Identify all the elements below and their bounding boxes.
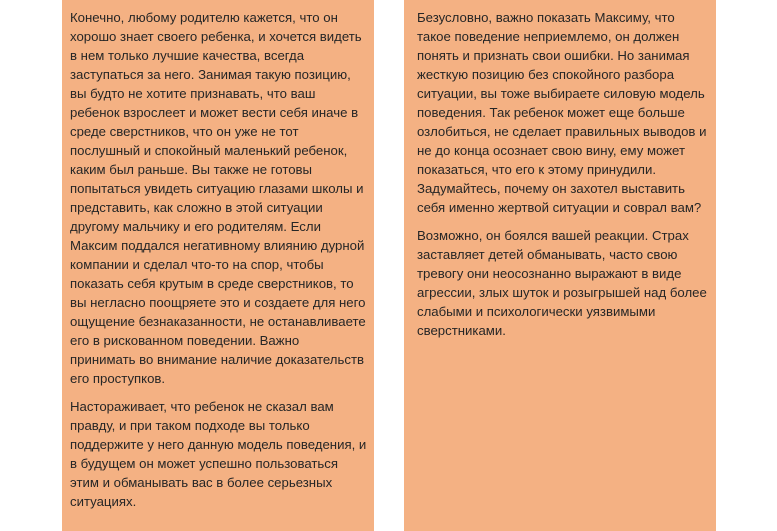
- right-paragraph-1: Безусловно, важно показать Максиму, что такое поведение неприемлемо, он должен понять и признать свои ошибки. Но занимая жесткую позицию без спокойного разбора ситуации, вы тоже выбираете силовую модель поведения. Так ребенок может еще больше озлобиться, не сделает правильных выводов и не до конца осознает свою вину, ему может показаться, что его к этому принудили. Задумайтесь, почему он захотел выставить себя именно жертвой ситуации и соврал вам?: [417, 10, 707, 215]
- left-paragraph-2: Настораживает, что ребенок не сказал вам правду, и при таком подходе вы только поддержите у него данную модель поведения, и в будущем он может успешно пользоваться этим и обманывать вас в более серьезных ситуациях.: [70, 399, 367, 509]
- left-text-panel: [62, 0, 374, 531]
- right-text-panel: [404, 0, 716, 531]
- left-paragraph-1: Конечно, любому родителю кажется, что он хорошо знает своего ребенка, и хочется видеть в нем только лучшие качества, всегда заступаться за него. Занимая такую позицию, вы будто не хотите признавать, что ваш ребенок взрослеет и может вести себя иначе в среде сверстников, что он уже не тот послушный и спокойный маленький ребенок, каким был раньше. Вы также не готовы попытаться увидеть ситуацию глазами школы и представить, как сложно в этой ситуации другому мальчику и его родителям. Если Максим поддался негативному влиянию дурной компании и сделал что-то на спор, чтобы показать себя крутым в среде сверстников, то вы негласно поощряете это и создаете для него ощущение безнаказанности, не останавливаете его в рискованном поведении. Важно принимать во внимание наличие доказательств его проступков.: [70, 10, 366, 386]
- right-paragraph-2: Возможно, он боялся вашей реакции. Страх заставляет детей обманывать, часто свою тревогу они неосознанно выражают в виде агрессии, злых шуток и розыгрышей над более слабыми и психологически уязвимыми сверстниками.: [417, 228, 707, 338]
